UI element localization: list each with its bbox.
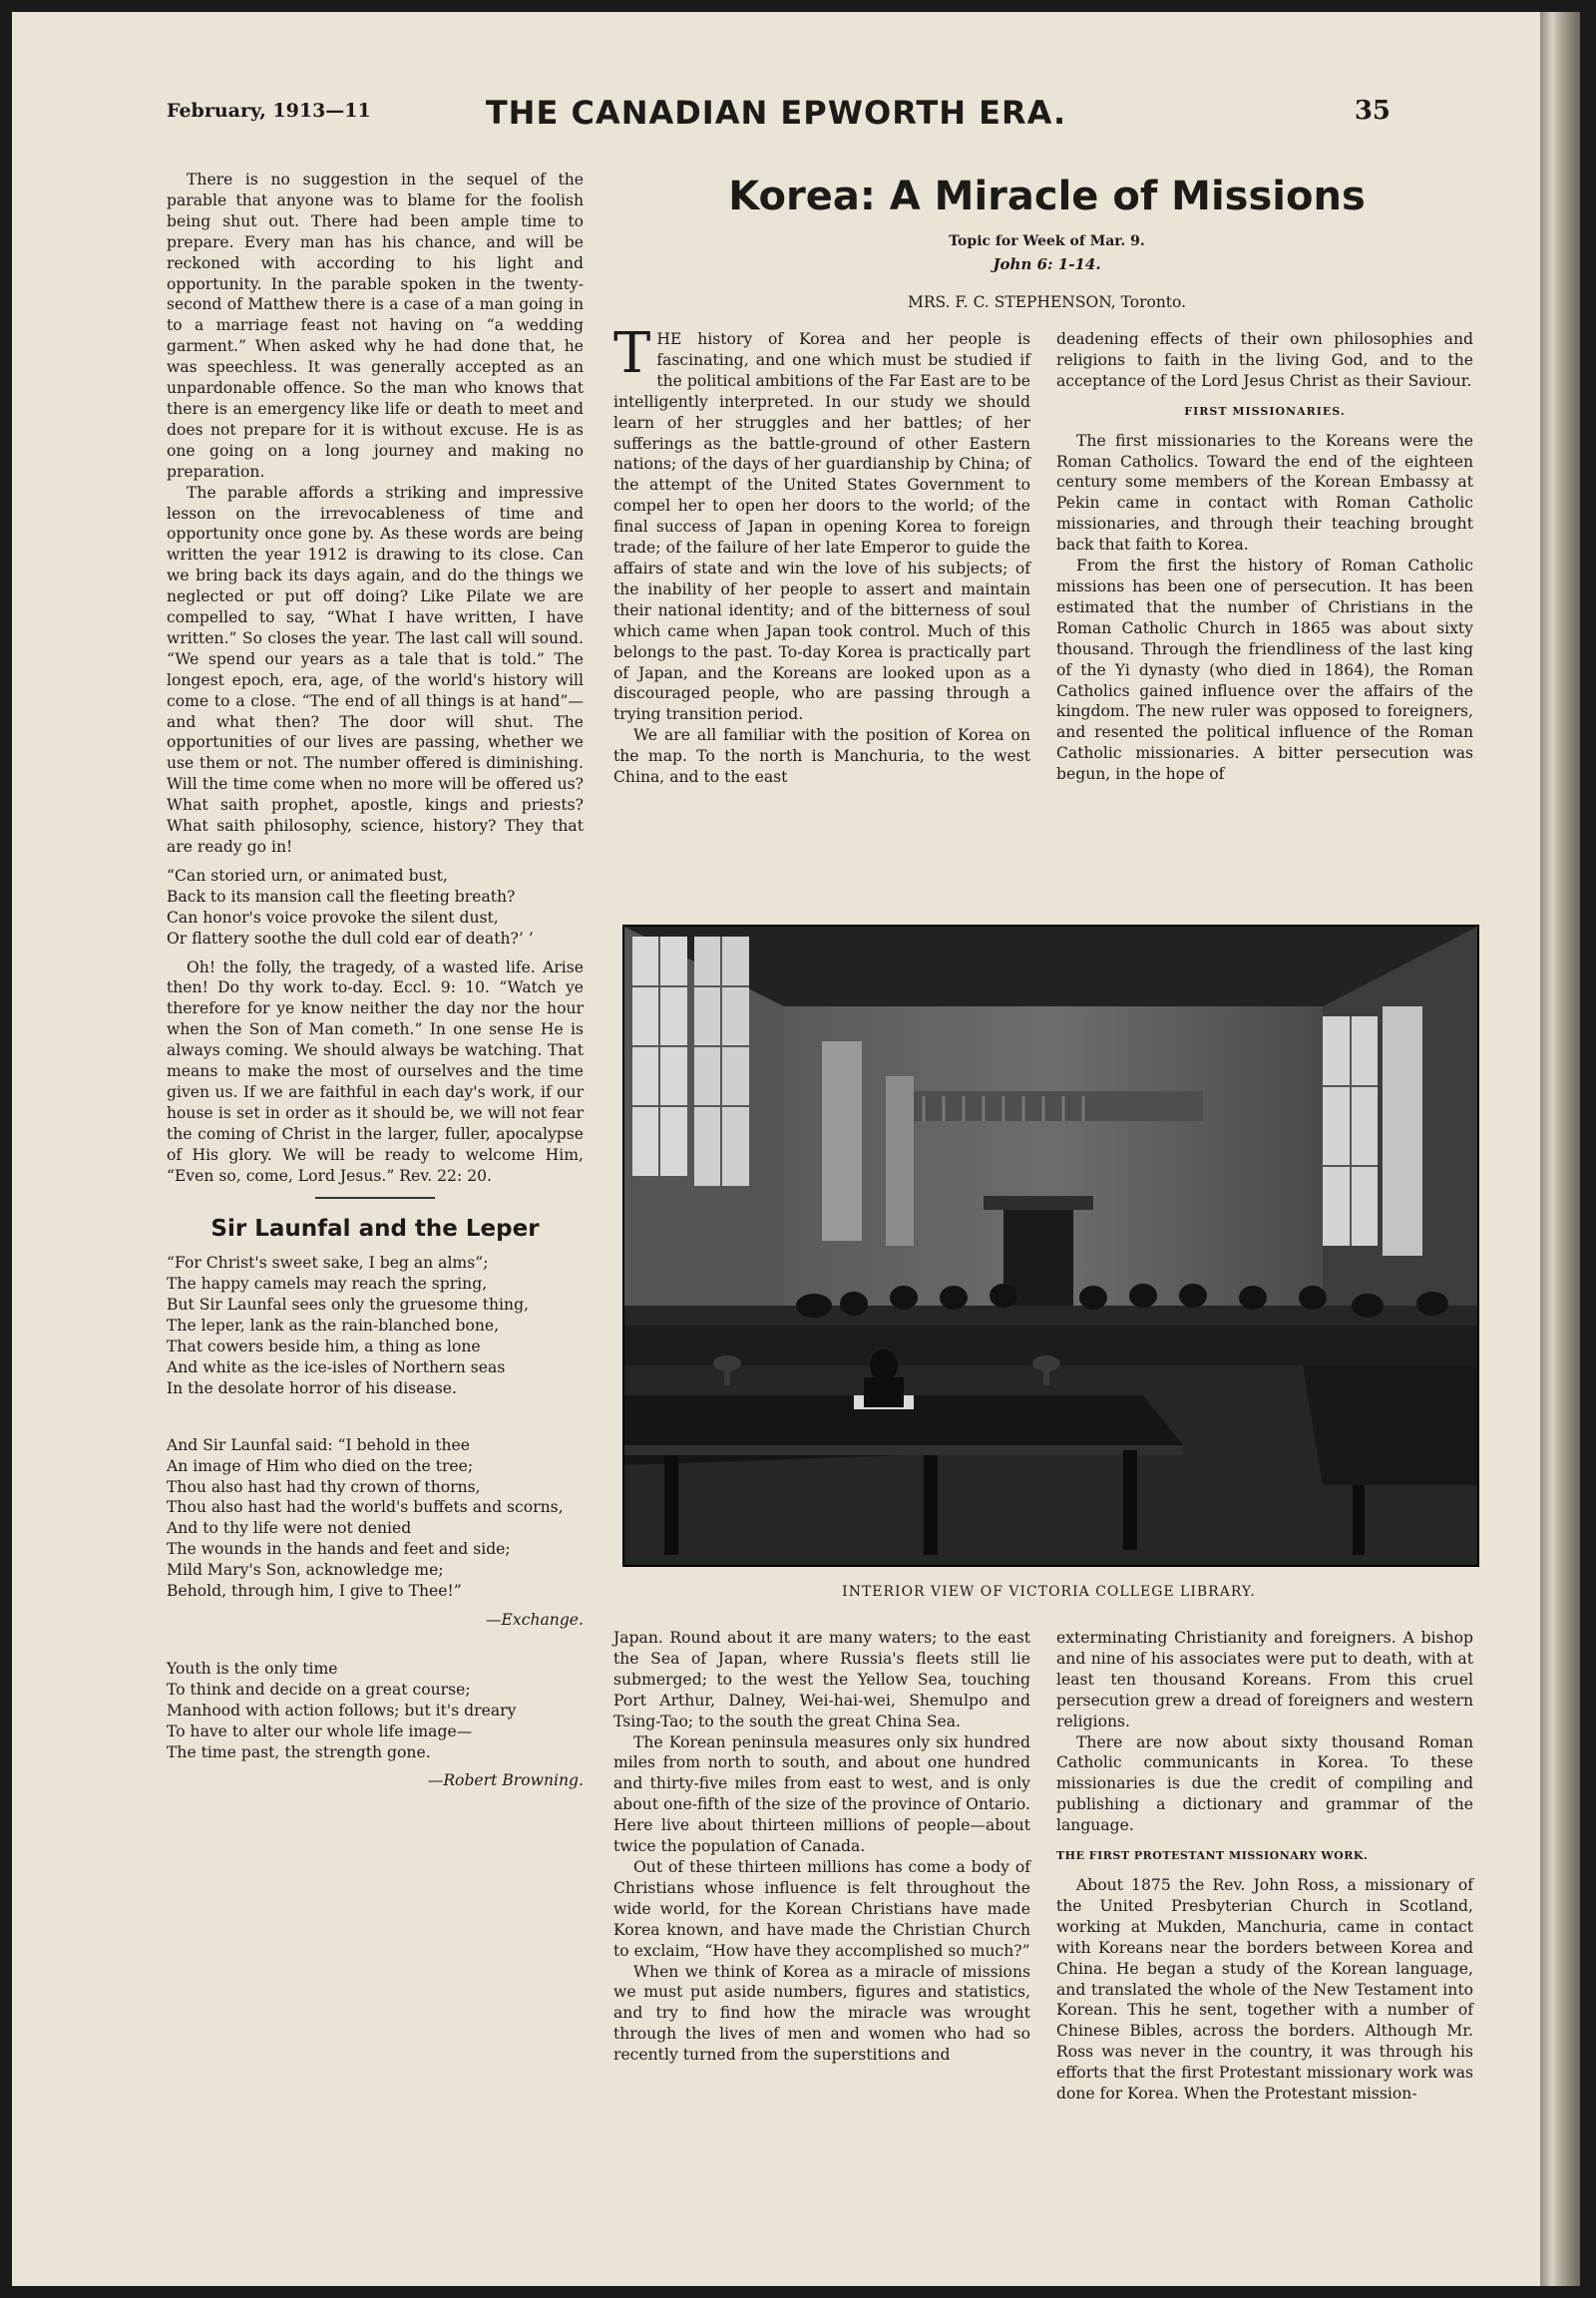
- poem-line: Manhood with action follows; but it's dreary: [167, 1701, 517, 1720]
- section-heading: FIRST MISSIONARIES.: [1184, 404, 1346, 418]
- poem-attribution: —Robert Browning.: [427, 1771, 584, 1790]
- library-photograph: [622, 925, 1479, 1567]
- poem-line: And to thy life were not denied: [167, 1519, 412, 1538]
- left-column: [167, 170, 584, 1791]
- drop-cap: T: [613, 321, 651, 386]
- article-column-right-bottom: [1056, 1628, 1473, 2105]
- paragraph: There are now about sixty thousand Roman Catholic communicants in Korea. To these missionaries is due the credit of compiling and publishing a dictionary and grammar of the language.: [1056, 1732, 1473, 1835]
- paragraph: deadening effects of their own philosophies and religions to faith in the living God, and to the acceptance of the Lord Jesus Christ as their Saviour.: [1056, 330, 1473, 390]
- article-topic: Topic for Week of Mar. 9.: [949, 233, 1145, 249]
- poem-line: The time past, the strength gone.: [167, 1742, 431, 1761]
- issue-date: February, 1913—11: [167, 100, 371, 122]
- poem-stanza: [167, 1435, 584, 1602]
- poem-line: Youth is the only time: [167, 1659, 338, 1678]
- paragraph: About 1875 the Rev. John Ross, a missionary of the United Presbyterian Church in Scotland, working at Mukden, Manchuria, came in contact with Koreans near the borders between Korea and China. He began a study of the Korean language, and translated the whole of the New Testament into Korean. This he sent, together with a number of Chinese Bibles, across the borders. Although Mr. Ross was never in the country, it was through his efforts that the first Protestant missionary work was done for Korea. When the Protestant mission-: [1056, 1875, 1473, 2104]
- poem-line: And Sir Launfal said: “I behold in thee: [167, 1435, 470, 1454]
- poem-line: But Sir Launfal sees only the gruesome thing,: [167, 1296, 530, 1315]
- poem-line: Thou also hast had the world's buffets and scorns,: [167, 1498, 564, 1517]
- paragraph: Oh! the folly, the tragedy, of a wasted life. Arise then! Do thy work to-day. Eccl. 9: 10. “Watch ye therefore for ye know neither the day nor the hour when the Son of Man cometh.” In one sense He is always coming. We should always be watching. That means to make the most of ourselves and the time given us. If we are faithful in each day's work, if our house is set in order as it should be, we will not fear the coming of Christ in the larger, fuller, apocalypse of His glory. We will be ready to welcome Him, “Even so, come, Lord Jesus.” Rev. 22: 20.: [167, 958, 584, 1185]
- page-number: 35: [1354, 96, 1391, 126]
- paragraph: From the first the history of Roman Catholic missions has been one of persecution. It has been estimated that the number of Christians in the Roman Catholic Church in 1865 was about sixty thousand. Through the friendliness of the last king of the Yi dynasty (who died in 1864), the Roman Catholics gained influence over the affairs of the kingdom. The new ruler was opposed to foreigners, and resented the political influence of the Roman Catholic missionaries. A bitter persecution was begun, in the hope of: [1056, 557, 1473, 784]
- paragraph: The parable affords a striking and impressive lesson on the irrevocableness of time and opportunity once gone by. As these words are being written the year 1912 is drawing to its close. Can we bring back its days again, and do the things we neglected or put off doing? Like Pilate we are compelled to say, “What I have written, I have written.” So closes the year. The last call will sound. “We spend our years as a tale that is told.” The longest epoch, era, age, of the world's history will come to a close. “The end of all things is at hand”—and what then? The door will shut. The opportunities of our lives are passing, whether we use them or not. The number offered is diminishing. Will the time come when no more will be offered us? What saith prophet, apostle, kings and priests? What saith philosophy, science, history? They that are ready go in!: [167, 483, 584, 856]
- paragraph: There is no suggestion in the sequel of the parable that anyone was to blame for the foolish being shut out. There had been ample time to prepare. Every man has his chance, and will be reckoned with according to his light and opportunity. In the parable spoken in the twenty-second of Matthew there is a case of a man going in to a marriage feast not having on “a wedding garment.” When asked why he had done that, he was speechless. It was generally accepted as an unpardonable offence. So the man who knows that there is an emergency like life or death to meet and does not prepare for it is without excuse. He is as one going on a long journey and making no preparation.: [167, 171, 584, 481]
- article-column-middle-top: [613, 321, 1030, 788]
- paragraph: The first missionaries to the Koreans were the Roman Catholics. Toward the end of the eighteen century some members of the Korean Embassy at Pekin came in contact with Roman Catholic missionaries, and through their teaching brought back that faith to Korea.: [1056, 431, 1473, 555]
- section-heading: THE FIRST PROTESTANT MISSIONARY WORK.: [1056, 1849, 1369, 1863]
- poem-line: Behold, through him, I give to Thee!”: [167, 1582, 462, 1601]
- paragraph: We are all familiar with the position of Korea on the map. To the north is Manchuria, to the west China, and to the east: [613, 726, 1030, 787]
- paragraph: exterminating Christianity and foreigners. A bishop and nine of his associates were put to death, with at least ten thousand Koreans. From this cruel persecution grew a dread of foreigners and western religions.: [1056, 1629, 1473, 1730]
- quoted-verse: [167, 866, 584, 950]
- paragraph: The Korean peninsula measures only six hundred miles from north to south, and about one hundred and thirty-five miles from east to west, and is only about one-fifth of the size of the province of Ontario. Here live about thirteen millions of people—about twice the population of Canada.: [613, 1732, 1030, 1856]
- article-column-middle-bottom: [613, 1628, 1030, 2066]
- section-divider: [315, 1197, 435, 1199]
- poem-line: And white as the ice-isles of Northern seas: [167, 1357, 506, 1376]
- poem-line: The happy camels may reach the spring,: [167, 1275, 488, 1294]
- magazine-page: [12, 12, 1540, 2286]
- poem-line: In the desolate horror of his disease.: [167, 1378, 457, 1397]
- paragraph: Japan. Round about it are many waters; to the east the Sea of Japan, where Russia's fleets still lie submerged; to the west the Yellow Sea, touching Port Arthur, Dalney, Wei-hai-wei, Shemulpo and Tsing-Tao; to the south the great China Sea.: [613, 1629, 1030, 1730]
- poem-stanza: [167, 1659, 584, 1763]
- paragraph: Out of these thirteen millions has come a body of Christians whose influence is felt throughout the wide world, for the Korean Christians have made Korea known, and have made the Christian Church to exclaim, “How have they accomplished so much?”: [613, 1857, 1030, 1960]
- poem-title: Sir Launfal and the Leper: [210, 1215, 540, 1242]
- poem-line: To have to alter our whole life image—: [167, 1722, 473, 1740]
- poem-line: The wounds in the hands and feet and side;: [167, 1540, 511, 1559]
- photo-caption: INTERIOR VIEW OF VICTORIA COLLEGE LIBRARY.: [842, 1584, 1256, 1600]
- poem-line: Mild Mary's Son, acknowledge me;: [167, 1561, 444, 1580]
- paragraph: When we think of Korea as a miracle of missions we must put aside numbers, figures and statistics, and try to find how the miracle was wrought through the lives of men and women who had so recently turned from the superstitions and: [613, 1962, 1030, 2065]
- scripture-reference: John 6: 1-14.: [993, 255, 1101, 273]
- article-byline: MRS. F. C. STEPHENSON, Toronto.: [907, 293, 1187, 311]
- verse-line: Can honor's voice provoke the silent dust,: [167, 908, 499, 927]
- poem-line: An image of Him who died on the tree;: [167, 1456, 474, 1475]
- paragraph: HE history of Korea and her people is fascinating, and one which must be studied if the political ambitions of the Far East are to be intelligently interpreted. In our study we should learn of her struggles and her battles; of her sufferings as the battle-ground of other Eastern nations; of the days of her guardianship by China; of the attempt of the United States Government to compel her to open her doors to the world; of the final success of Japan in opening Korea to foreign trade; of the failure of her late Emperor to guide the affairs of state and win the love of his subjects; of the inability of her people to assert and maintain their national identity; and of the bitterness of soul which came when Japan took control. Much of this belongs to the past. To-day Korea is practically part of Japan, and the Koreans are looked upon as a discouraged people, who are passing through a trying transition period.: [613, 330, 1030, 724]
- article-title: Korea: A Miracle of Missions: [728, 174, 1366, 219]
- poem-line: The leper, lank as the rain-blanched bone,: [167, 1317, 500, 1336]
- poem-attribution: —Exchange.: [485, 1611, 584, 1629]
- poem-stanza: [167, 1253, 584, 1398]
- magazine-title: THE CANADIAN EPWORTH ERA.: [485, 94, 1067, 132]
- poem-line: That cowers beside him, a thing as lone: [167, 1338, 481, 1356]
- book-spine-edge: [1540, 12, 1580, 2286]
- article-column-right-top: [1056, 329, 1473, 785]
- verse-line: Back to its mansion call the fleeting breath?: [167, 887, 516, 906]
- verse-line: “Can storied urn, or animated bust,: [167, 866, 448, 885]
- poem-line: To think and decide on a great course;: [167, 1680, 471, 1699]
- poem-line: “For Christ's sweet sake, I beg an alms”;: [167, 1254, 489, 1273]
- verse-line: Or flattery soothe the dull cold ear of death?’ ’: [167, 929, 534, 948]
- poem-line: Thou also hast had thy crown of thorns,: [167, 1477, 481, 1496]
